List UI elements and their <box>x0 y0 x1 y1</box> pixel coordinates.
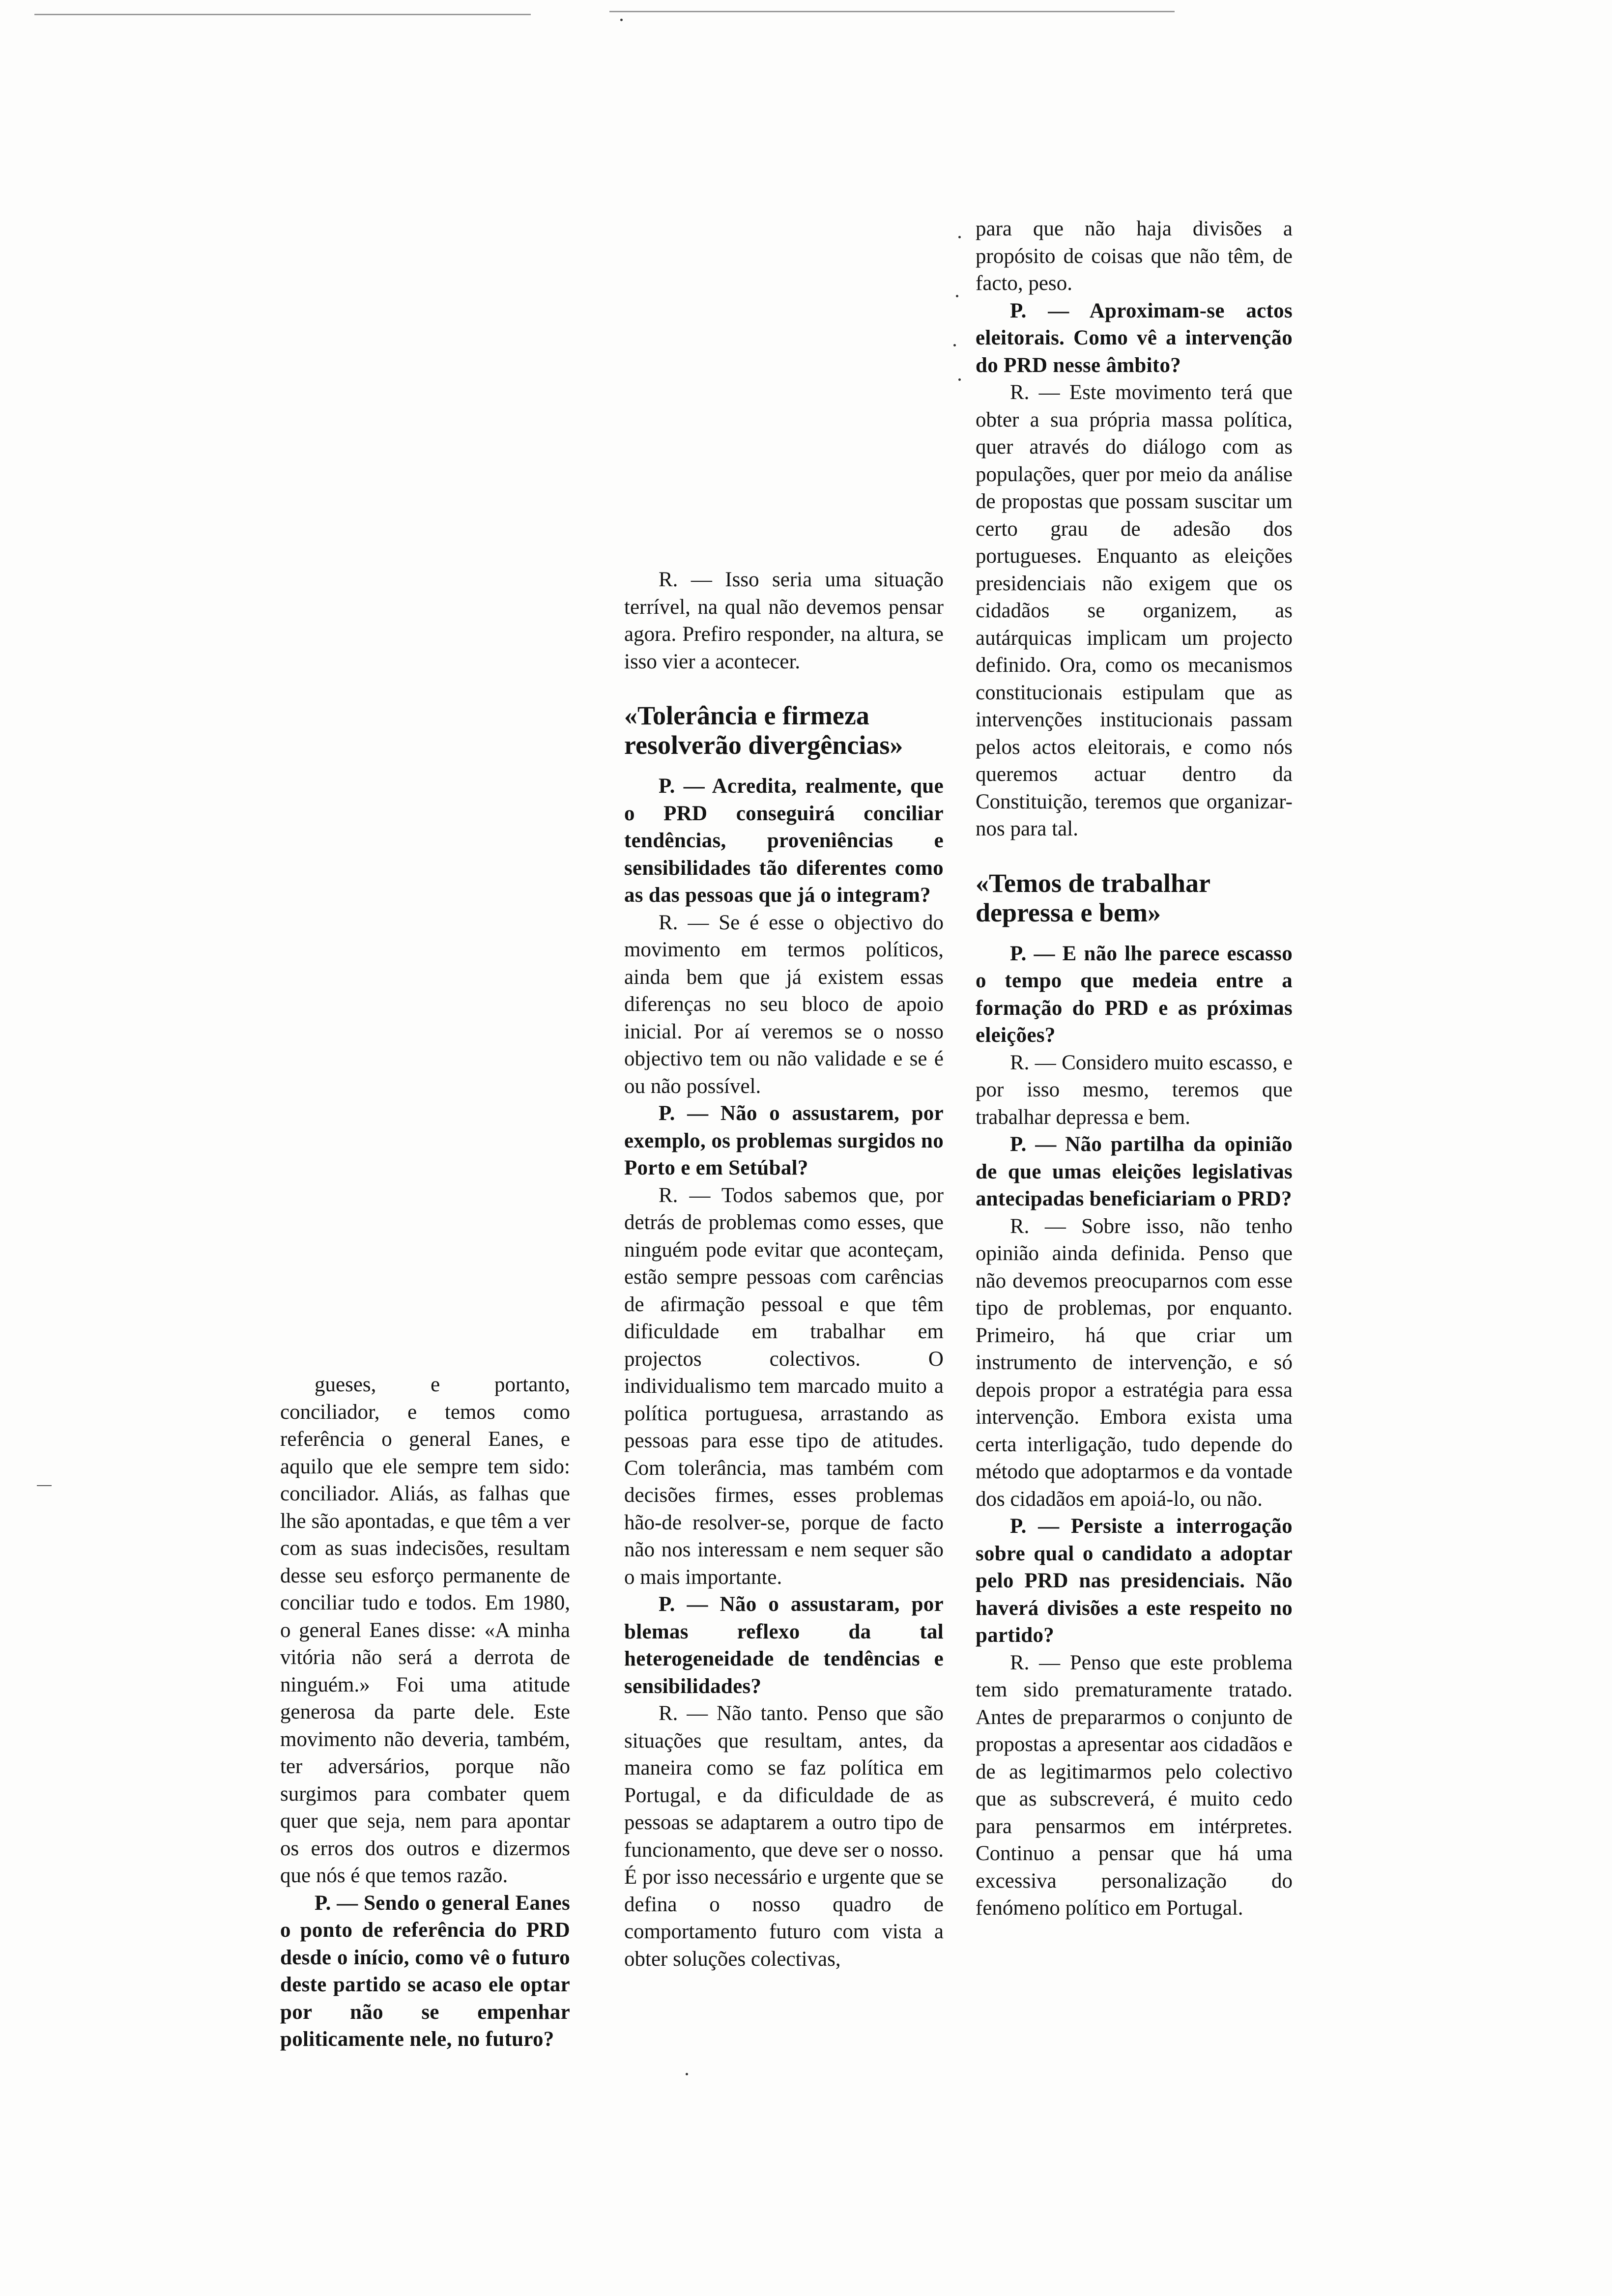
speck <box>958 378 961 381</box>
interview-question: P. — Aproximam-se actos eleitorais. Como vê a intervenção do PRD nesse âmbito? <box>976 299 1293 377</box>
interview-question: P. — Sendo o general Eanes o ponto de referência do PRD desde o início, como vê o futuro deste partido se acaso ele optar por não se empenhar politicamente nele, no futuro? <box>280 1891 570 2051</box>
interview-answer: R. — Não tanto. Penso que são situações que resultam, antes, da maneira como se faz política em Portugal, e da dificuldade de as pessoas se adaptarem a outro tipo de funcionamento, que deve ser o nosso. É por isso necessário e urgente que se defina o nosso quadro de comportamento futuro com vista a obter soluções colectivas, <box>624 1702 944 1971</box>
interview-answer: R. — Todos sabemos que, por detrás de problemas como esses, que ninguém pode evitar que aconteçam, estão sempre pessoas com carências de afirmação pessoal e que têm dificuldade em trabalhar em projectos colectivos. O individualismo tem marcado muito a política portuguesa, arrastando as pessoas para esse tipo de atitudes. Com tolerância, mas também com decisões firmes, esses problemas hão-de resolver-se, porque de facto não nos interessam e nem sequer são o mais importante. <box>624 1183 944 1589</box>
top-rule-left <box>34 14 531 15</box>
speck <box>956 295 958 297</box>
section-heading: «Temos de trabalhar depressa e bem» <box>976 868 1210 927</box>
interview-question: P. — Não o assustarem, por exemplo, os problemas surgidos no Porto e em Setúbal? <box>624 1102 944 1179</box>
interview-answer: R. — Sobre isso, não tenho opinião ainda definida. Penso que não devemos preocuparnos com esse tipo de problemas, por enquanto. Primeiro, há que criar um instrumento de intervenção, e só depois propor a estratégia para essa intervenção. Embora exista uma certa interligação, tudo depende do método que adoptarmos e da vontade dos cidadãos em apoiá-lo, ou não. <box>976 1214 1293 1511</box>
interview-answer: para que não haja divisões a propósito de coisas que não têm, de facto, peso. <box>976 217 1293 295</box>
article-column-right <box>976 215 1293 1922</box>
interview-answer: R. — Se é esse o objectivo do movimento em termos políticos, ainda bem que já existem essas diferenças no seu bloco de apoio inicial. Por aí veremos se o nosso objectivo tem ou não validade e se é ou não possível. <box>624 911 944 1098</box>
interview-question: P. — Acredita, realmente, que o PRD conseguirá conciliar tendências, proveniências e sensibilidades tão diferentes como as das pessoas que já o integram? <box>624 775 944 907</box>
interview-answer: R. — Considero muito escasso, e por isso mesmo, teremos que trabalhar depressa e bem. <box>976 1051 1293 1129</box>
interview-question: P. — Não partilha da opinião de que umas eleições legislativas antecipadas beneficiariam o PRD? <box>976 1133 1293 1210</box>
speck <box>620 19 623 21</box>
speck <box>686 2073 688 2075</box>
interview-question: P. — Não o assustaram, por blemas reflexo da tal heterogeneidade de tendências e sensibilidades? <box>624 1593 944 1698</box>
interview-question: P. — Persiste a interrogação sobre qual o candidato a adoptar pelo PRD nas presidenciais. Não haverá divisões a este respeito no partido? <box>976 1515 1293 1647</box>
speck <box>953 344 956 346</box>
top-rule-right <box>609 11 1175 12</box>
interview-answer: R. — Penso que este problema tem sido prematuramente tratado. Antes de prepararmos o conjunto de propostas a apresentar aos cidadãos e de as legitimarmos pelo colectivo que as subscreverá, é muito cedo para pensarmos em intérpretes. Continuo a pensar que há uma excessiva personalização do fenómeno político em Portugal. <box>976 1651 1293 1920</box>
margin-mark <box>37 1485 52 1486</box>
interview-answer: R. — Este movimento terá que obter a sua própria massa política, quer através do diálogo com as populações, quer por meio da análise de propostas que possam suscitar um certo grau de adesão dos portugueses. Enquanto as eleições presidenciais não exigem que os cidadãos se organizem, as autárquicas implicam um projecto definido. Ora, como os mecanismos constitucionais estipulam que as intervenções institucionais passam pelos actos eleitorais, e como nós queremos actuar dentro da Constituição, teremos que organizar-nos para tal. <box>976 381 1293 840</box>
interview-answer: gueses, e portanto, conciliador, e temos como referência o general Eanes, e aquilo que ele sempre tem sido: conciliador. Aliás, as falhas que lhe são apontadas, e que têm a ver com as suas indecisões, resultam desse seu esforço permanente de conciliar tudo e todos. Em 1980, o general Eanes disse: «A minha vitória não será a derrota de ninguém.» Foi uma atitude generosa da parte dele. Este movimento não deveria, também, ter adversários, porque não surgimos para combater quem quer que seja, nem para apontar os erros dos outros e dizermos que nós é que temos razão. <box>280 1373 570 1887</box>
interview-question: P. — E não lhe parece escasso o tempo que medeia entre a formação do PRD e as próximas eleições? <box>976 942 1293 1047</box>
section-heading: «Tolerância e firmeza resolverão divergências» <box>624 701 903 760</box>
interview-answer: R. — Isso seria uma situação terrível, na qual não devemos pensar agora. Prefiro responder, na altura, se isso vier a acontecer. <box>624 568 944 673</box>
speck <box>958 236 961 238</box>
article-column-left <box>280 1371 570 2053</box>
article-column-middle <box>624 566 944 1973</box>
